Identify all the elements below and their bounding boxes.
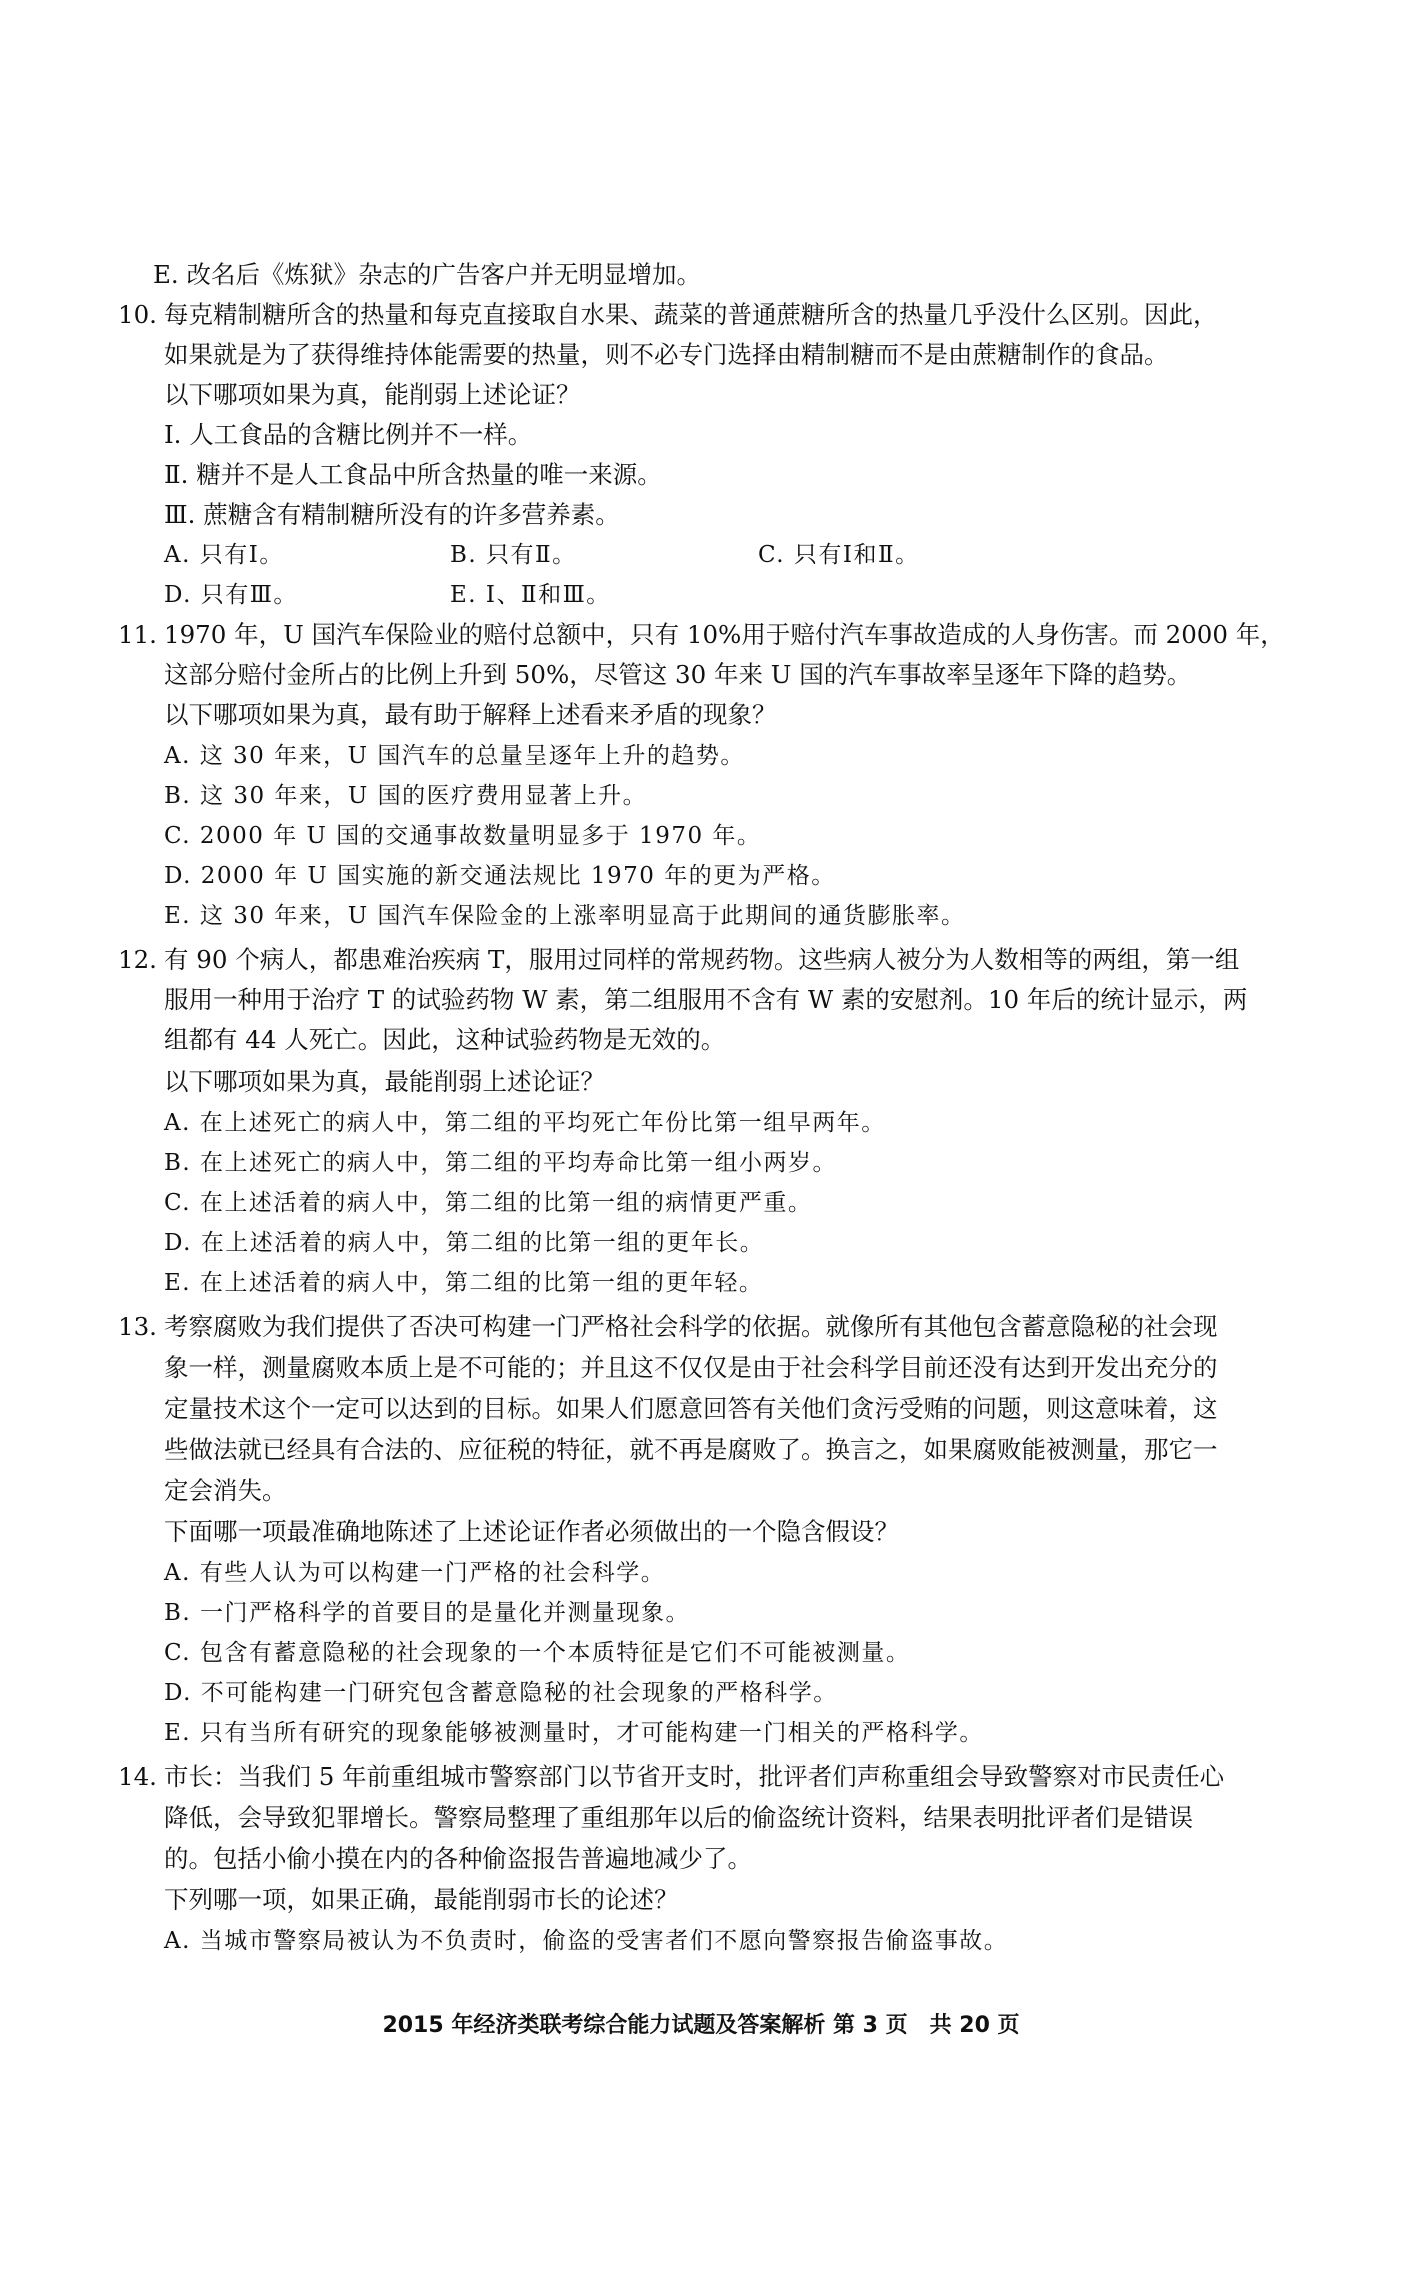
option-a: A. 在上述死亡的病人中，第二组的平均死亡年份比第一组早两年。: [164, 1110, 886, 1136]
question-stem-line: 些做法就已经具有合法的、应征税的特征，就不再是腐败了。换言之，如果腐败能被测量，那它一: [164, 1435, 1218, 1464]
question-prompt: 以下哪项如果为真，最能削弱上述论证？: [164, 1067, 605, 1096]
option-d: D. 只有Ⅲ。: [164, 582, 298, 608]
question-number: 10.: [118, 300, 157, 329]
option-b: B. 这 30 年来，U 国的医疗费用显著上升。: [164, 783, 648, 809]
page-footer: 2015 年经济类联考综合能力试题及答案解析 第 3 页 共 20 页: [382, 2013, 1020, 2038]
carryover-option-e: E. 改名后《炼狱》杂志的广告客户并无明显增加。: [153, 260, 701, 289]
question-stem-line: 服用一种用于治疗 T 的试验药物 W 素，第二组服用不含有 W 素的安慰剂。10 年后的统计显示，两: [164, 985, 1248, 1014]
question-stem-line: 有 90 个病人，都患难治疾病 T，服用过同样的常规药物。这些病人被分为人数相等的两组，第一组: [164, 945, 1240, 974]
option-a: A. 当城市警察局被认为不负责时，偷盗的受害者们不愿向警察报告偷盗事故。: [164, 1928, 1009, 1954]
option-a: A. 这 30 年来，U 国汽车的总量呈逐年上升的趋势。: [164, 743, 745, 769]
option-d: D. 在上述活着的病人中，第二组的比第一组的更年长。: [164, 1230, 765, 1256]
question-prompt: 以下哪项如果为真，能削弱上述论证？: [164, 380, 581, 409]
question-number: 11.: [118, 620, 157, 649]
option-d: D. 2000 年 U 国实施的新交通法规比 1970 年的更为严格。: [164, 863, 836, 889]
question-prompt: 以下哪项如果为真，最有助于解释上述看来矛盾的现象？: [164, 700, 777, 729]
question-number: 13.: [118, 1312, 157, 1341]
question-stem-line: 每克精制糖所含的热量和每克直接取自水果、蔬菜的普通蔗糖所含的热量几乎没什么区别。因此，: [164, 300, 1218, 329]
question-stem-line: 考察腐败为我们提供了否决可构建一门严格社会科学的依据。就像所有其他包含蓄意隐秘的社会现: [164, 1312, 1218, 1341]
question-stem-line: 这部分赔付金所占的比例上升到 50%，尽管这 30 年来 U 国的汽车事故率呈逐年下降的趋势。: [164, 660, 1192, 689]
option-e: E. 只有当所有研究的现象能够被测量时，才可能构建一门相关的严格科学。: [164, 1720, 984, 1746]
question-stem-line: 定会消失。: [164, 1476, 287, 1505]
roman-item: Ⅲ. 蔗糖含有精制糖所没有的许多营养素。: [164, 500, 620, 529]
question-prompt: 下列哪一项，如果正确，最能削弱市长的论述？: [164, 1885, 679, 1914]
question-stem-line: 的。包括小偷小摸在内的各种偷盗报告普遍地减少了。: [164, 1844, 752, 1873]
option-d: D. 不可能构建一门研究包含蓄意隐秘的社会现象的严格科学。: [164, 1680, 838, 1706]
question-number: 14.: [118, 1762, 157, 1791]
roman-item: Ⅰ. 人工食品的含糖比例并不一样。: [164, 420, 533, 449]
question-prompt: 下面哪一项最准确地陈述了上述论证作者必须做出的一个隐含假设？: [164, 1517, 899, 1546]
question-stem-line: 降低，会导致犯罪增长。警察局整理了重组那年以后的偷盗统计资料，结果表明批评者们是错误: [164, 1803, 1193, 1832]
option-b: B. 一门严格科学的首要目的是量化并测量现象。: [164, 1600, 691, 1626]
option-c: C. 包含有蓄意隐秘的社会现象的一个本质特征是它们不可能被测量。: [164, 1640, 911, 1666]
question-stem-line: 如果就是为了获得维持体能需要的热量，则不必专门选择由精制糖而不是由蔗糖制作的食品。: [164, 340, 1169, 369]
question-stem-line: 象一样，测量腐败本质上是不可能的；并且这不仅仅是由于社会科学目前还没有达到开发出充分的: [164, 1353, 1218, 1382]
option-b: B. 在上述死亡的病人中，第二组的平均寿命比第一组小两岁。: [164, 1150, 838, 1176]
option-e: E. Ⅰ、Ⅱ和Ⅲ。: [450, 582, 611, 608]
option-c: C. 在上述活着的病人中，第二组的比第一组的病情更严重。: [164, 1190, 813, 1216]
option-c: C. 2000 年 U 国的交通事故数量明显多于 1970 年。: [164, 823, 762, 849]
roman-item: Ⅱ. 糖并不是人工食品中所含热量的唯一来源。: [164, 460, 662, 489]
option-e: E. 这 30 年来，U 国汽车保险金的上涨率明显高于此期间的通货膨胀率。: [164, 903, 966, 929]
question-stem-line: 1970 年，U 国汽车保险业的赔付总额中，只有 10%用于赔付汽车事故造成的人身伤害。而 2000 年，: [164, 620, 1285, 649]
question-stem-line: 市长：当我们 5 年前重组城市警察部门以节省开支时，批评者们声称重组会导致警察对市民责任心: [164, 1762, 1225, 1791]
question-stem-line: 组都有 44 人死亡。因此，这种试验药物是无效的。: [164, 1025, 726, 1054]
question-stem-line: 定量技术这个一定可以达到的目标。如果人们愿意回答有关他们贪污受贿的问题，则这意味着，这: [164, 1394, 1218, 1423]
option-a: A. 有些人认为可以构建一门严格的社会科学。: [164, 1560, 666, 1586]
option-a: A. 只有Ⅰ。: [164, 542, 284, 568]
option-e: E. 在上述活着的病人中，第二组的比第一组的更年轻。: [164, 1270, 764, 1296]
option-c: C. 只有Ⅰ和Ⅱ。: [758, 542, 920, 568]
option-b: B. 只有Ⅱ。: [450, 542, 577, 568]
question-number: 12.: [118, 945, 157, 974]
